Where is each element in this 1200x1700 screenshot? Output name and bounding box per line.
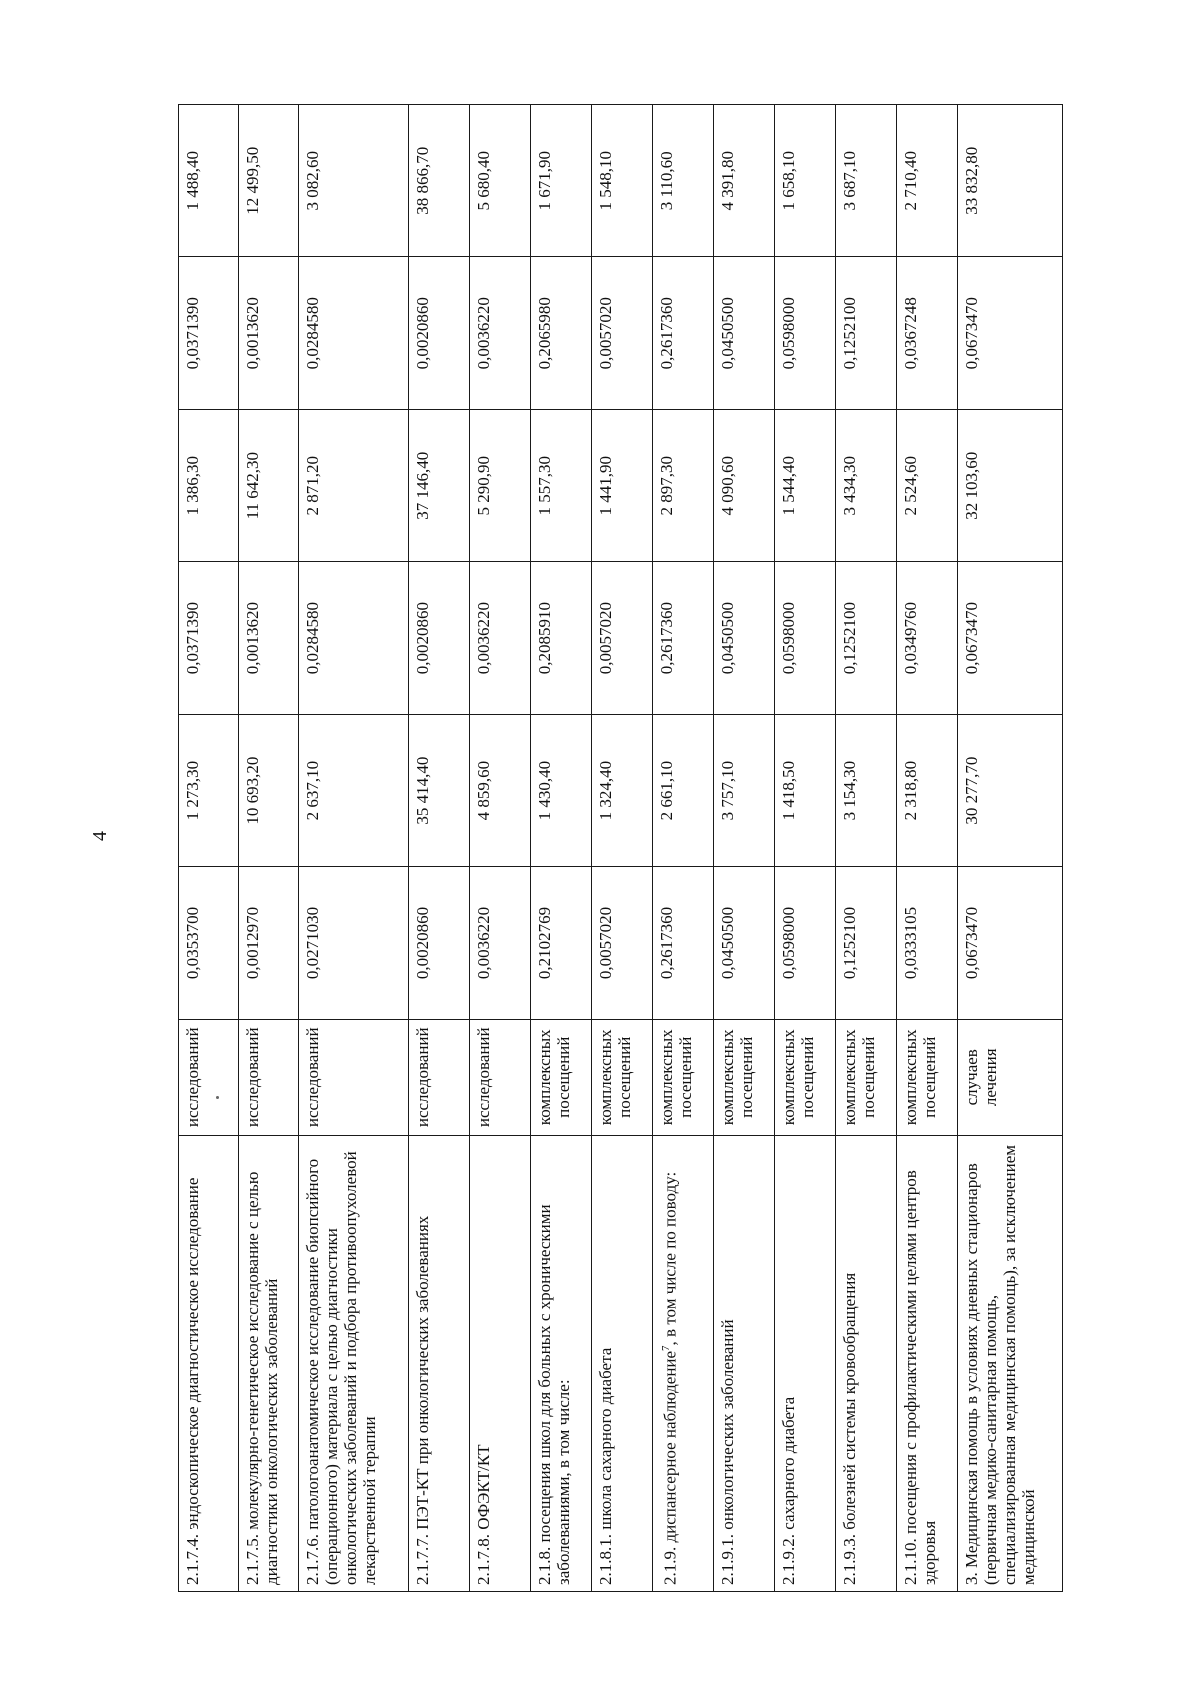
row-unit: комплексных посещений xyxy=(897,1019,958,1135)
norm-cost-y1: 4 859,60 xyxy=(470,714,531,866)
norm-cost-y2: 11 642,30 xyxy=(239,409,299,561)
row-unit: случаев лечения xyxy=(958,1019,1063,1135)
norm-volume-y3: 0,0367248 xyxy=(897,257,958,409)
norm-volume-y1: 0,0598000 xyxy=(775,867,836,1019)
norm-volume-y2: 0,1252100 xyxy=(836,562,897,714)
norm-cost-y1: 30 277,70 xyxy=(958,714,1063,866)
norm-cost-y3: 1 488,40 xyxy=(179,105,239,258)
norm-cost-y2: 1 557,30 xyxy=(531,409,592,561)
norm-cost-y2: 5 290,90 xyxy=(470,409,531,561)
norm-cost-y2: 37 146,40 xyxy=(409,409,470,561)
norm-cost-y2: 1 386,30 xyxy=(179,409,239,561)
row-name: 2.1.9.2. сахарного диабета xyxy=(775,1135,836,1591)
norm-volume-y3: 0,2065980 xyxy=(531,257,592,409)
row-name: 2.1.9.1. онкологических заболеваний xyxy=(714,1135,775,1591)
norm-cost-y2: 1 441,90 xyxy=(592,409,653,561)
norm-cost-y3: 1 671,90 xyxy=(531,105,592,258)
norm-volume-y3: 0,0284580 xyxy=(299,257,409,409)
norm-cost-y2: 2 871,20 xyxy=(299,409,409,561)
norm-cost-y1: 1 324,40 xyxy=(592,714,653,866)
norm-cost-y2: 2 524,60 xyxy=(897,409,958,561)
row-unit: исследований xyxy=(470,1019,531,1135)
norm-volume-y1: 0,0271030 xyxy=(299,867,409,1019)
norm-volume-y3: 0,0673470 xyxy=(958,257,1063,409)
row-unit: исследований xyxy=(239,1019,299,1135)
row-name: 2.1.7.4. эндоскопическое диагностическое исследование xyxy=(179,1135,239,1591)
norm-volume-y2: 0,0284580 xyxy=(299,562,409,714)
table-row xyxy=(775,105,836,1592)
norm-volume-y1: 0,0057020 xyxy=(592,867,653,1019)
norm-cost-y1: 2 318,80 xyxy=(897,714,958,866)
norm-cost-y1: 1 273,30 xyxy=(179,714,239,866)
table-row xyxy=(531,105,592,1592)
norm-cost-y3: 38 866,70 xyxy=(409,105,470,258)
table-row xyxy=(239,105,299,1592)
norm-cost-y1: 10 693,20 xyxy=(239,714,299,866)
norm-cost-y3: 2 710,40 xyxy=(897,105,958,258)
norm-volume-y2: 0,0020860 xyxy=(409,562,470,714)
norm-cost-y3: 33 832,80 xyxy=(958,105,1063,258)
row-unit: комплексных посещений xyxy=(836,1019,897,1135)
row-name: 2.1.8.1. школа сахарного диабета xyxy=(592,1135,653,1591)
norm-volume-y1: 0,2102769 xyxy=(531,867,592,1019)
norm-cost-y1: 2 661,10 xyxy=(653,714,714,866)
norm-volume-y1: 0,0673470 xyxy=(958,867,1063,1019)
norm-volume-y3: 0,0013620 xyxy=(239,257,299,409)
norm-cost-y1: 1 430,40 xyxy=(531,714,592,866)
table-row xyxy=(897,105,958,1592)
norm-cost-y3: 1 548,10 xyxy=(592,105,653,258)
table-row xyxy=(179,105,239,1592)
row-unit: комплексных посещений xyxy=(592,1019,653,1135)
row-unit: исследований xyxy=(409,1019,470,1135)
norm-volume-y2: 0,0450500 xyxy=(714,562,775,714)
norm-volume-y3: 0,0057020 xyxy=(592,257,653,409)
row-unit: исследований xyxy=(179,1019,239,1135)
row-name: 2.1.7.6. патологоанатомическое исследование биопсийного (операционного) материала с целью диагностики онкологических заболеваний и подбора противоопухолевой лекарственной терапии xyxy=(299,1135,409,1591)
norm-cost-y1: 35 414,40 xyxy=(409,714,470,866)
table-row xyxy=(592,105,653,1592)
norm-volume-y3: 0,0450500 xyxy=(714,257,775,409)
norm-volume-y1: 0,0450500 xyxy=(714,867,775,1019)
norm-volume-y1: 0,1252100 xyxy=(836,867,897,1019)
row-unit: комплексных посещений xyxy=(653,1019,714,1135)
norm-volume-y1: 0,0012970 xyxy=(239,867,299,1019)
norm-volume-y2: 0,0598000 xyxy=(775,562,836,714)
norm-volume-y1: 0,0333105 xyxy=(897,867,958,1019)
norm-volume-y3: 0,0371390 xyxy=(179,257,239,409)
row-unit: исследований xyxy=(299,1019,409,1135)
row-name: 3. Медицинская помощь в условиях дневных стационаров (первичная медико-санитарная помощь, специализированная медицинская помощь), за исключением медицинской xyxy=(958,1135,1063,1591)
norm-cost-y2: 4 090,60 xyxy=(714,409,775,561)
norm-cost-y3: 3 110,60 xyxy=(653,105,714,258)
norm-cost-y3: 3 082,60 xyxy=(299,105,409,258)
row-name: 2.1.7.7. ПЭТ-КТ при онкологических заболеваниях xyxy=(409,1135,470,1591)
norm-volume-y1: 0,0353700 xyxy=(179,867,239,1019)
row-unit: комплексных посещений xyxy=(775,1019,836,1135)
norm-cost-y3: 4 391,80 xyxy=(714,105,775,258)
norm-cost-y3: 3 687,10 xyxy=(836,105,897,258)
norm-volume-y2: 0,0057020 xyxy=(592,562,653,714)
norm-volume-y3: 0,0036220 xyxy=(470,257,531,409)
norm-volume-y1: 0,2617360 xyxy=(653,867,714,1019)
norm-cost-y2: 3 434,30 xyxy=(836,409,897,561)
norm-cost-y3: 12 499,50 xyxy=(239,105,299,258)
norm-volume-y2: 0,0036220 xyxy=(470,562,531,714)
table-row xyxy=(470,105,531,1592)
norm-volume-y2: 0,0013620 xyxy=(239,562,299,714)
table-row xyxy=(409,105,470,1592)
norm-volume-y2: 0,0673470 xyxy=(958,562,1063,714)
norm-cost-y2: 32 103,60 xyxy=(958,409,1063,561)
table-row xyxy=(958,105,1063,1592)
norm-volume-y3: 0,0598000 xyxy=(775,257,836,409)
table-row xyxy=(836,105,897,1592)
rotated-table-wrapper xyxy=(178,104,1112,1592)
norm-cost-y2: 2 897,30 xyxy=(653,409,714,561)
norm-cost-y2: 1 544,40 xyxy=(775,409,836,561)
norm-volume-y2: 0,2617360 xyxy=(653,562,714,714)
norm-volume-y1: 0,0036220 xyxy=(470,867,531,1019)
row-unit: комплексных посещений xyxy=(531,1019,592,1135)
table-row xyxy=(653,105,714,1592)
table-row xyxy=(714,105,775,1592)
norm-volume-y2: 0,0371390 xyxy=(179,562,239,714)
table-row xyxy=(299,105,409,1592)
norm-cost-y3: 1 658,10 xyxy=(775,105,836,258)
norm-cost-y1: 3 757,10 xyxy=(714,714,775,866)
page-number: 4 xyxy=(89,831,111,841)
row-unit: комплексных посещений xyxy=(714,1019,775,1135)
footnote-marker: 7 xyxy=(660,1345,672,1351)
row-name-text: 2.1.9. диспансерное наблюдение xyxy=(660,1350,680,1585)
row-name: 2.1.7.5. молекулярно-генетическое исследование с целью диагностики онкологических заболеваний xyxy=(239,1135,299,1591)
norm-cost-y1: 3 154,30 xyxy=(836,714,897,866)
norm-cost-y3: 5 680,40 xyxy=(470,105,531,258)
row-name: 2.1.9.3. болезней системы кровообращения xyxy=(836,1135,897,1591)
row-name: 2.1.7.8. ОФЭКТ/КТ xyxy=(470,1135,531,1591)
norm-cost-y1: 1 418,50 xyxy=(775,714,836,866)
row-name xyxy=(653,1135,714,1591)
volume-cost-table xyxy=(178,104,1063,1592)
norm-volume-y3: 0,1252100 xyxy=(836,257,897,409)
norm-volume-y1: 0,0020860 xyxy=(409,867,470,1019)
norm-volume-y3: 0,2617360 xyxy=(653,257,714,409)
norm-volume-y2: 0,0349760 xyxy=(897,562,958,714)
norm-volume-y3: 0,0020860 xyxy=(409,257,470,409)
row-name-text-cont: , в том числе по поводу: xyxy=(660,1171,680,1346)
norm-cost-y1: 2 637,10 xyxy=(299,714,409,866)
row-name: 2.1.8. посещения школ для больных с хроническими заболеваниями, в том числе: xyxy=(531,1135,592,1591)
row-name: 2.1.10. посещения с профилактическими целями центров здоровья xyxy=(897,1135,958,1591)
norm-volume-y2: 0,2085910 xyxy=(531,562,592,714)
